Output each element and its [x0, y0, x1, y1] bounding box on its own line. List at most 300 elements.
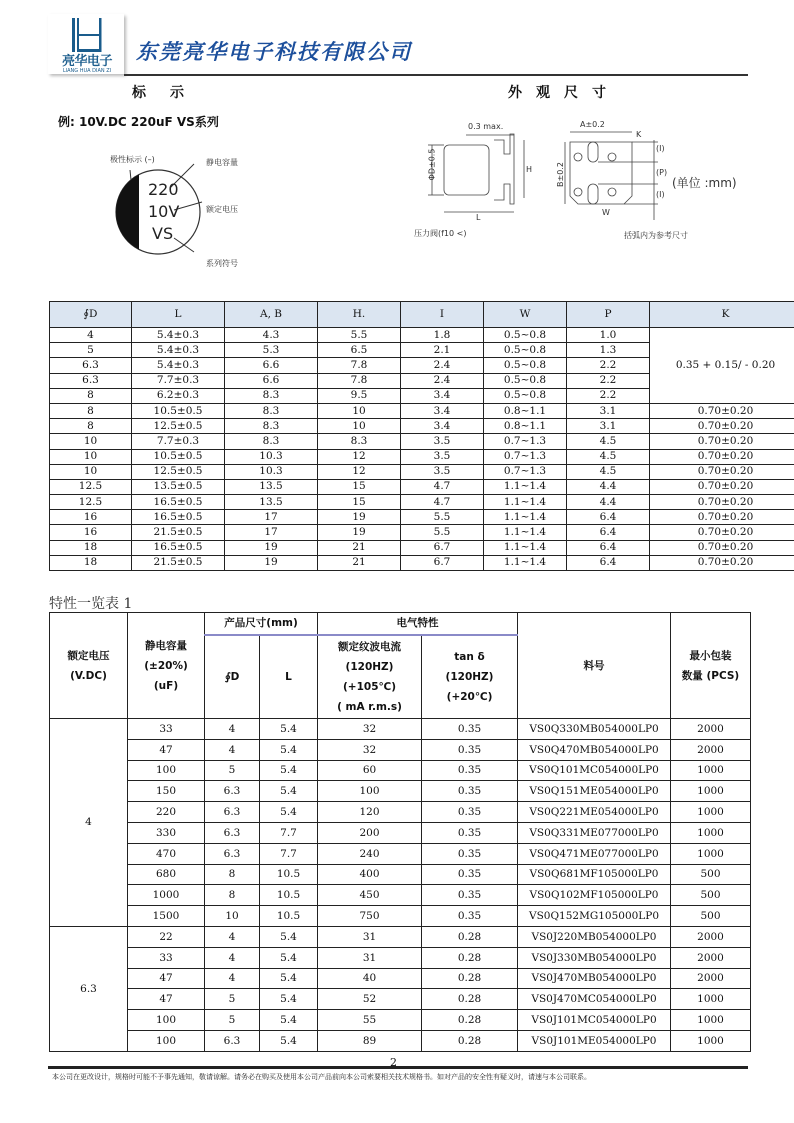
cell-d: 10	[50, 449, 132, 464]
cell-k: 0.70±0.20	[650, 555, 794, 570]
cell-min-pack: 500	[671, 864, 751, 885]
col-header-l: L	[132, 302, 225, 328]
cell-part-number: VS0J101MC054000LP0	[518, 1010, 671, 1031]
characteristics-row	[50, 822, 751, 843]
cell-d: 18	[50, 555, 132, 570]
h-label: H	[526, 165, 533, 174]
cell-h: 15	[318, 495, 401, 510]
cell-h: 6.5	[318, 343, 401, 358]
cell-min-pack: 1000	[671, 989, 751, 1010]
cell-capacitance: 470	[128, 843, 205, 864]
cell-i: 3.4	[401, 403, 484, 418]
cell-min-pack: 2000	[671, 968, 751, 989]
cell-i: 1.8	[401, 328, 484, 343]
cell-h: 7.8	[318, 373, 401, 388]
cell-min-pack: 1000	[671, 843, 751, 864]
cell-diameter: 4	[205, 739, 260, 760]
header-min-pack	[671, 613, 751, 719]
cell-k: 0.70±0.20	[650, 510, 794, 525]
cell-l: 7.7±0.3	[132, 373, 225, 388]
dimension-table-row	[50, 328, 794, 343]
cell-ripple-current: 31	[318, 926, 422, 947]
cell-length: 5.4	[260, 1010, 318, 1031]
dimension-table-row	[50, 434, 794, 449]
cell-p: 3.1	[567, 419, 650, 434]
footer-divider	[48, 1066, 748, 1069]
cell-h: 10	[318, 419, 401, 434]
cell-w: 1.1~1.4	[484, 525, 567, 540]
polarity-label: 极性标示 (–)	[110, 155, 155, 164]
dimension-table-row	[50, 525, 794, 540]
cell-tan-delta: 0.35	[422, 906, 518, 927]
cell-w: 1.1~1.4	[484, 479, 567, 494]
cell-length: 5.4	[260, 781, 318, 802]
cell-i: 3.4	[401, 388, 484, 403]
cell-p: 4.4	[567, 479, 650, 494]
cell-length: 5.4	[260, 968, 318, 989]
cell-part-number: VS0Q151ME054000LP0	[518, 781, 671, 802]
cell-ab: 17	[225, 525, 318, 540]
cell-k: 0.70±0.20	[650, 479, 794, 494]
cell-ripple-current: 400	[318, 864, 422, 885]
dimension-table-row	[50, 419, 794, 434]
cell-ripple-current: 31	[318, 947, 422, 968]
series-label: 系列符号	[206, 259, 238, 268]
cell-i: 6.7	[401, 555, 484, 570]
cell-k: 0.70±0.20	[650, 434, 794, 449]
cell-part-number: VS0Q152MG105000LP0	[518, 906, 671, 927]
header-tan-line2: (120HZ)	[445, 670, 494, 683]
cell-l: 5.4±0.3	[132, 343, 225, 358]
cell-length: 5.4	[260, 926, 318, 947]
cell-i: 5.5	[401, 510, 484, 525]
cell-h: 15	[318, 479, 401, 494]
logo-chinese-text: 亮华电子	[61, 54, 112, 69]
cell-part-number: VS0J330MB054000LP0	[518, 947, 671, 968]
unit-label: (单位 :mm)	[672, 176, 737, 190]
cell-capacitance: 1000	[128, 885, 205, 906]
cell-k: 0.70±0.20	[650, 449, 794, 464]
valve-note: 压力阀(f10 <)	[414, 229, 467, 238]
cell-ripple-current: 120	[318, 802, 422, 823]
cell-ripple-current: 55	[318, 1010, 422, 1031]
cell-h: 12	[318, 464, 401, 479]
cell-capacitance: 1500	[128, 906, 205, 927]
cell-d: 6.3	[50, 358, 132, 373]
cell-l: 16.5±0.5	[132, 540, 225, 555]
cell-w: 0.5~0.8	[484, 343, 567, 358]
cell-ripple-current: 100	[318, 781, 422, 802]
cell-ripple-current: 32	[318, 739, 422, 760]
cell-h: 21	[318, 540, 401, 555]
cell-ripple-current: 32	[318, 719, 422, 740]
dimensions-section-title: 外观尺寸	[508, 85, 620, 101]
header-ripple-line4: ( mA r.m.s)	[337, 700, 402, 713]
cell-diameter: 6.3	[205, 781, 260, 802]
cell-d: 16	[50, 510, 132, 525]
cell-d: 12.5	[50, 479, 132, 494]
dimension-table-row	[50, 510, 794, 525]
cell-ab: 19	[225, 540, 318, 555]
cell-diameter: 6.3	[205, 843, 260, 864]
cell-d: 6.3	[50, 373, 132, 388]
cell-diameter: 4	[205, 926, 260, 947]
cell-min-pack: 500	[671, 885, 751, 906]
cell-w: 0.8~1.1	[484, 419, 567, 434]
cell-w: 1.1~1.4	[484, 540, 567, 555]
cell-ab: 8.3	[225, 388, 318, 403]
header-rated-voltage-line1: 额定电压	[67, 649, 110, 662]
cell-d: 12.5	[50, 495, 132, 510]
header-capacitance-line2: (±20%)	[144, 659, 188, 672]
cell-part-number: VS0Q101MC054000LP0	[518, 760, 671, 781]
cell-p: 2.2	[567, 373, 650, 388]
cell-l: 10.5±0.5	[132, 403, 225, 418]
cell-diameter: 6.3	[205, 1030, 260, 1051]
cell-d: 10	[50, 434, 132, 449]
cell-ripple-current: 200	[318, 822, 422, 843]
cell-part-number: VS0J470MB054000LP0	[518, 968, 671, 989]
cell-l: 13.5±0.5	[132, 479, 225, 494]
cell-p: 2.2	[567, 358, 650, 373]
cell-h: 7.8	[318, 358, 401, 373]
cell-d: 8	[50, 419, 132, 434]
capacitance-label: 静电容量	[206, 158, 238, 167]
logo-english-text: LIANG HUA DIAN ZI	[62, 68, 112, 74]
cell-part-number: VS0Q102MF105000LP0	[518, 885, 671, 906]
cell-ab: 10.3	[225, 464, 318, 479]
cell-ripple-current: 52	[318, 989, 422, 1010]
header-capacitance-line3: (uF)	[153, 679, 179, 692]
cell-ab: 10.3	[225, 449, 318, 464]
cell-diameter: 8	[205, 885, 260, 906]
cell-part-number: VS0Q221ME054000LP0	[518, 802, 671, 823]
cell-capacitance: 330	[128, 822, 205, 843]
cell-w: 1.1~1.4	[484, 555, 567, 570]
cell-part-number: VS0Q330MB054000LP0	[518, 719, 671, 740]
cell-d: 8	[50, 388, 132, 403]
page-number: 2	[390, 1056, 397, 1069]
cell-capacitance: 100	[128, 760, 205, 781]
dimension-table-row	[50, 495, 794, 510]
header-electrical-group: 电气特性	[318, 613, 518, 635]
col-header-k: K	[650, 302, 794, 328]
cell-capacitance: 33	[128, 719, 205, 740]
cell-i: 3.5	[401, 449, 484, 464]
cell-min-pack: 1000	[671, 802, 751, 823]
cell-d: 16	[50, 525, 132, 540]
cell-capacitance: 47	[128, 739, 205, 760]
cell-ab: 4.3	[225, 328, 318, 343]
cell-h: 10	[318, 403, 401, 418]
cell-p: 4.5	[567, 449, 650, 464]
cell-l: 16.5±0.5	[132, 510, 225, 525]
cell-h: 9.5	[318, 388, 401, 403]
cell-diameter: 5	[205, 1010, 260, 1031]
cell-min-pack: 1000	[671, 822, 751, 843]
cell-i: 3.5	[401, 434, 484, 449]
cell-capacitance: 100	[128, 1010, 205, 1031]
dimension-table	[49, 301, 794, 571]
cell-diameter: 6.3	[205, 802, 260, 823]
header-rated-voltage-line2: (V.DC)	[70, 669, 107, 682]
cell-diameter: 10	[205, 906, 260, 927]
cell-d: 18	[50, 540, 132, 555]
cell-p: 6.4	[567, 540, 650, 555]
cell-d: 4	[50, 328, 132, 343]
company-name: 东莞亮华电子科技有限公司	[136, 40, 412, 64]
cell-w: 0.5~0.8	[484, 358, 567, 373]
col-header-d: ∮D	[50, 302, 132, 328]
cell-diameter: 4	[205, 719, 260, 740]
header-capacitance-line1: 静电容量	[145, 639, 187, 652]
cell-min-pack: 500	[671, 906, 751, 927]
cell-part-number: VS0J470MC054000LP0	[518, 989, 671, 1010]
cell-d: 10	[50, 464, 132, 479]
cell-length: 10.5	[260, 885, 318, 906]
capacitance-value: 220	[148, 180, 179, 199]
i-label-bottom: (I)	[656, 190, 665, 199]
reference-note: 括弧内为参考尺寸	[624, 231, 688, 240]
cell-length: 10.5	[260, 906, 318, 927]
b-label: B±0.2	[555, 162, 565, 187]
cell-h: 19	[318, 510, 401, 525]
cell-h: 8.3	[318, 434, 401, 449]
cell-length: 10.5	[260, 864, 318, 885]
cell-length: 5.4	[260, 760, 318, 781]
characteristics-row	[50, 947, 751, 968]
cell-w: 0.5~0.8	[484, 388, 567, 403]
characteristics-row	[50, 739, 751, 760]
cell-l: 5.4±0.3	[132, 358, 225, 373]
cell-ab: 5.3	[225, 343, 318, 358]
characteristics-table	[49, 612, 751, 1052]
cell-length: 5.4	[260, 947, 318, 968]
cell-w: 0.8~1.1	[484, 403, 567, 418]
dimension-diagram	[410, 120, 750, 250]
cell-p: 6.4	[567, 525, 650, 540]
cell-min-pack: 2000	[671, 739, 751, 760]
cell-part-number: VS0Q470MB054000LP0	[518, 739, 671, 760]
cell-rated-voltage: 4	[50, 719, 128, 927]
cell-ripple-current: 750	[318, 906, 422, 927]
cell-h: 21	[318, 555, 401, 570]
characteristics-row	[50, 760, 751, 781]
cell-p: 1.3	[567, 343, 650, 358]
cell-ripple-current: 89	[318, 1030, 422, 1051]
dimension-table-row	[50, 449, 794, 464]
header-ripple-line2: (120HZ)	[345, 660, 394, 673]
cell-tan-delta: 0.35	[422, 739, 518, 760]
cell-w: 1.1~1.4	[484, 495, 567, 510]
header-length: L	[260, 635, 318, 719]
cell-length: 5.4	[260, 719, 318, 740]
cell-capacitance: 22	[128, 926, 205, 947]
company-logo	[48, 14, 124, 74]
cell-i: 3.5	[401, 464, 484, 479]
cell-ab: 19	[225, 555, 318, 570]
cell-diameter: 6.3	[205, 822, 260, 843]
header-min-pack-line1: 最小包装	[689, 649, 732, 662]
cell-capacitance: 100	[128, 1030, 205, 1051]
cell-length: 5.4	[260, 1030, 318, 1051]
cell-p: 1.0	[567, 328, 650, 343]
cell-tan-delta: 0.28	[422, 1010, 518, 1031]
cell-w: 0.7~1.3	[484, 449, 567, 464]
header-part-number: 料号	[518, 613, 671, 719]
cell-diameter: 5	[205, 989, 260, 1010]
header-size-group: 产品尺寸(mm)	[205, 613, 318, 635]
cell-l: 5.4±0.3	[132, 328, 225, 343]
logo-mark-icon	[70, 18, 104, 54]
cell-p: 4.4	[567, 495, 650, 510]
cell-h: 5.5	[318, 328, 401, 343]
characteristics-row	[50, 989, 751, 1010]
cell-i: 4.7	[401, 495, 484, 510]
cell-l: 21.5±0.5	[132, 555, 225, 570]
cell-l: 12.5±0.5	[132, 464, 225, 479]
cell-min-pack: 1000	[671, 760, 751, 781]
cell-i: 2.1	[401, 343, 484, 358]
cell-capacitance: 47	[128, 989, 205, 1010]
i-label-top: (I)	[656, 144, 665, 153]
cell-min-pack: 1000	[671, 1010, 751, 1031]
w-label: W	[602, 208, 610, 217]
od-label: ΦD±0.5	[427, 148, 437, 181]
dimension-table-row	[50, 540, 794, 555]
header-divider	[124, 74, 748, 76]
cell-k-merged: 0.35 + 0.15/ - 0.20	[650, 328, 794, 404]
cell-i: 6.7	[401, 540, 484, 555]
max-label: 0.3 max.	[468, 122, 504, 131]
cell-l: 7.7±0.3	[132, 434, 225, 449]
marking-example: 例: 10V.DC 220uF VS系列	[58, 115, 219, 129]
col-header-ab: A, B	[225, 302, 318, 328]
cell-diameter: 8	[205, 864, 260, 885]
header-tan-line3: (+20℃)	[446, 690, 493, 703]
cell-capacitance: 680	[128, 864, 205, 885]
characteristics-row	[50, 802, 751, 823]
characteristics-row	[50, 885, 751, 906]
col-header-i: I	[401, 302, 484, 328]
cell-tan-delta: 0.28	[422, 947, 518, 968]
cell-part-number: VS0Q471ME077000LP0	[518, 843, 671, 864]
cell-ab: 8.3	[225, 434, 318, 449]
series-value: VS	[152, 224, 174, 243]
cell-k: 0.70±0.20	[650, 464, 794, 479]
cell-p: 2.2	[567, 388, 650, 403]
cell-h: 12	[318, 449, 401, 464]
cell-tan-delta: 0.35	[422, 719, 518, 740]
cell-tan-delta: 0.35	[422, 822, 518, 843]
header-diameter: ∮D	[205, 635, 260, 719]
a-label: A±0.2	[580, 120, 605, 129]
characteristics-row	[50, 719, 751, 740]
cell-ripple-current: 60	[318, 760, 422, 781]
characteristics-row	[50, 926, 751, 947]
header-ripple-line1: 额定纹波电流	[338, 640, 402, 653]
cell-min-pack: 2000	[671, 947, 751, 968]
header-tan-delta	[422, 635, 518, 719]
cell-ab: 6.6	[225, 358, 318, 373]
header-tan-line1: tan δ	[454, 650, 485, 663]
p-label: (P)	[656, 168, 668, 177]
characteristics-title: 特性一览表 1	[49, 596, 133, 612]
header-capacitance	[128, 613, 205, 719]
cell-capacitance: 150	[128, 781, 205, 802]
cell-ripple-current: 240	[318, 843, 422, 864]
cell-diameter: 5	[205, 760, 260, 781]
header-min-pack-line2: 数量 (PCS)	[681, 669, 740, 682]
cell-part-number: VS0Q681MF105000LP0	[518, 864, 671, 885]
voltage-value: 10V	[148, 202, 180, 221]
cell-l: 12.5±0.5	[132, 419, 225, 434]
cell-l: 16.5±0.5	[132, 495, 225, 510]
col-header-p: P	[567, 302, 650, 328]
cell-i: 2.4	[401, 358, 484, 373]
cell-length: 7.7	[260, 843, 318, 864]
cell-l: 21.5±0.5	[132, 525, 225, 540]
cell-ab: 8.3	[225, 419, 318, 434]
dimension-table-row	[50, 403, 794, 418]
cell-tan-delta: 0.28	[422, 926, 518, 947]
cell-part-number: VS0J220MB054000LP0	[518, 926, 671, 947]
cell-min-pack: 2000	[671, 719, 751, 740]
cell-capacitance: 47	[128, 968, 205, 989]
characteristics-row	[50, 864, 751, 885]
cell-p: 4.5	[567, 434, 650, 449]
cell-w: 0.7~1.3	[484, 434, 567, 449]
characteristics-row	[50, 843, 751, 864]
cell-k: 0.70±0.20	[650, 495, 794, 510]
cell-i: 2.4	[401, 373, 484, 388]
cell-tan-delta: 0.35	[422, 885, 518, 906]
cell-tan-delta: 0.28	[422, 1030, 518, 1051]
cell-part-number: VS0Q331ME077000LP0	[518, 822, 671, 843]
cell-p: 3.1	[567, 403, 650, 418]
characteristics-row	[50, 906, 751, 927]
cell-k: 0.70±0.20	[650, 419, 794, 434]
cell-min-pack: 2000	[671, 926, 751, 947]
cell-length: 7.7	[260, 822, 318, 843]
footer-disclaimer: 本公司在更改设计，规格时可能不予事先通知，敬请谅解。请务必在购买及使用本公司产品前向本公司索要相关技术规格书。如对产品的安全性有疑义时，请速与本公司联系。	[52, 1073, 591, 1081]
cell-tan-delta: 0.28	[422, 989, 518, 1010]
cell-ab: 6.6	[225, 373, 318, 388]
dimension-table-header	[50, 302, 794, 328]
cell-d: 5	[50, 343, 132, 358]
cell-i: 4.7	[401, 479, 484, 494]
characteristics-row	[50, 1030, 751, 1051]
cell-length: 5.4	[260, 989, 318, 1010]
cell-ab: 17	[225, 510, 318, 525]
marking-section-title: 标示	[132, 85, 208, 101]
cell-tan-delta: 0.35	[422, 760, 518, 781]
cell-w: 0.7~1.3	[484, 464, 567, 479]
cell-tan-delta: 0.28	[422, 968, 518, 989]
header-rated-voltage	[50, 613, 128, 719]
cell-d: 8	[50, 403, 132, 418]
cell-diameter: 4	[205, 947, 260, 968]
cell-i: 3.4	[401, 419, 484, 434]
characteristics-row	[50, 1010, 751, 1031]
col-header-h: H.	[318, 302, 401, 328]
cell-l: 6.2±0.3	[132, 388, 225, 403]
cell-ab: 13.5	[225, 495, 318, 510]
dimension-table-row	[50, 464, 794, 479]
cell-tan-delta: 0.35	[422, 781, 518, 802]
cell-ab: 8.3	[225, 403, 318, 418]
dimension-table-row	[50, 555, 794, 570]
